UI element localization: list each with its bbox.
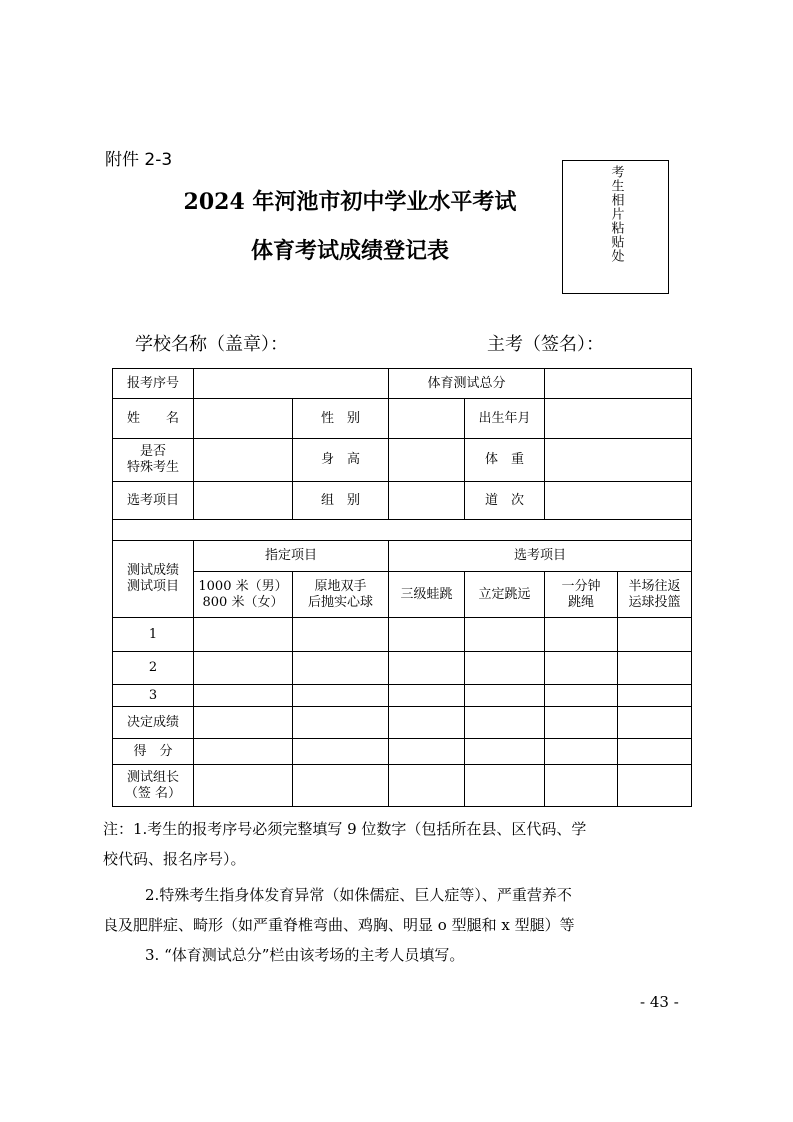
lane-label: 道 次 — [465, 482, 545, 520]
run-header: 1000 米（男） 800 米（女） — [194, 572, 293, 618]
group-field — [389, 482, 465, 520]
rope-skip-header: 一分钟 跳绳 — [545, 572, 618, 618]
basketball-header: 半场往返 运球投篮 — [618, 572, 692, 618]
elective-field — [194, 482, 293, 520]
height-field — [389, 439, 465, 482]
note-2-line-1: 2.特殊考生指身体发育异常（如侏儒症、巨人症等）、严重营养不 — [145, 886, 572, 904]
note-2-line-2: 良及肥胖症、畸形（如严重脊椎弯曲、鸡胸、明显 o 型腿和 x 型腿）等 — [103, 916, 575, 934]
gender-label: 性 别 — [293, 399, 389, 439]
optional-items-header: 选考项目 — [389, 541, 692, 572]
attachment-label: 附件 2-3 — [105, 150, 173, 170]
birth-label: 出生年月 — [465, 399, 545, 439]
lane-field — [545, 482, 692, 520]
points-label: 得 分 — [113, 739, 194, 765]
height-label: 身 高 — [293, 439, 389, 482]
attempt-3-label: 3 — [113, 685, 194, 707]
total-score-label: 体育测试总分 — [389, 369, 545, 399]
spacer-row — [113, 520, 692, 541]
gender-field — [389, 399, 465, 439]
note-1 — [103, 814, 703, 874]
note-1-line-1: 注：1.考生的报考序号必须完整填写 9 位数字（包括所在县、区代码、学 — [103, 820, 587, 838]
title-line-1: 2024 年河池市初中学业水平考试 — [183, 189, 517, 215]
note-3-line: 3. “体育测试总分”栏由该考场的主考人员填写。 — [145, 946, 465, 964]
name-field — [194, 399, 293, 439]
designated-items-header: 指定项目 — [194, 541, 389, 572]
photo-box — [562, 160, 669, 294]
special-field — [194, 439, 293, 482]
name-label: 姓 名 — [113, 399, 194, 439]
attempt-2-label: 2 — [113, 652, 194, 685]
examiner-label: 主考（签名）： — [487, 334, 604, 355]
leader-sign-label: 测试组长 （签 名） — [113, 765, 194, 807]
long-jump-header: 立定跳远 — [465, 572, 545, 618]
triple-jump-header: 三级蛙跳 — [389, 572, 465, 618]
special-label: 是否 特殊考生 — [113, 439, 194, 482]
score-header-label: 测试成绩 测试项目 — [113, 541, 194, 618]
medicine-ball-header: 原地双手 后抛实心球 — [293, 572, 389, 618]
weight-field — [545, 439, 692, 482]
weight-label: 体 重 — [465, 439, 545, 482]
school-name-label: 学校名称（盖章）： — [135, 334, 288, 355]
note-3 — [103, 940, 703, 970]
total-score-field — [545, 369, 692, 399]
photo-box-label: 考生相片粘贴处 — [608, 165, 624, 263]
title-line-2: 体育考试成绩登记表 — [250, 238, 449, 264]
page-number: - 43 - — [640, 993, 679, 1011]
note-1-line-2: 校代码、报名序号）。 — [103, 850, 246, 868]
elective-label: 选考项目 — [113, 482, 194, 520]
reg-no-label: 报考序号 — [113, 369, 194, 399]
final-score-label: 决定成绩 — [113, 707, 194, 739]
attempt-1-label: 1 — [113, 618, 194, 652]
reg-no-field — [194, 369, 389, 399]
group-label: 组 别 — [293, 482, 389, 520]
note-2 — [103, 880, 703, 940]
score-register-table — [112, 368, 692, 807]
birth-field — [545, 399, 692, 439]
